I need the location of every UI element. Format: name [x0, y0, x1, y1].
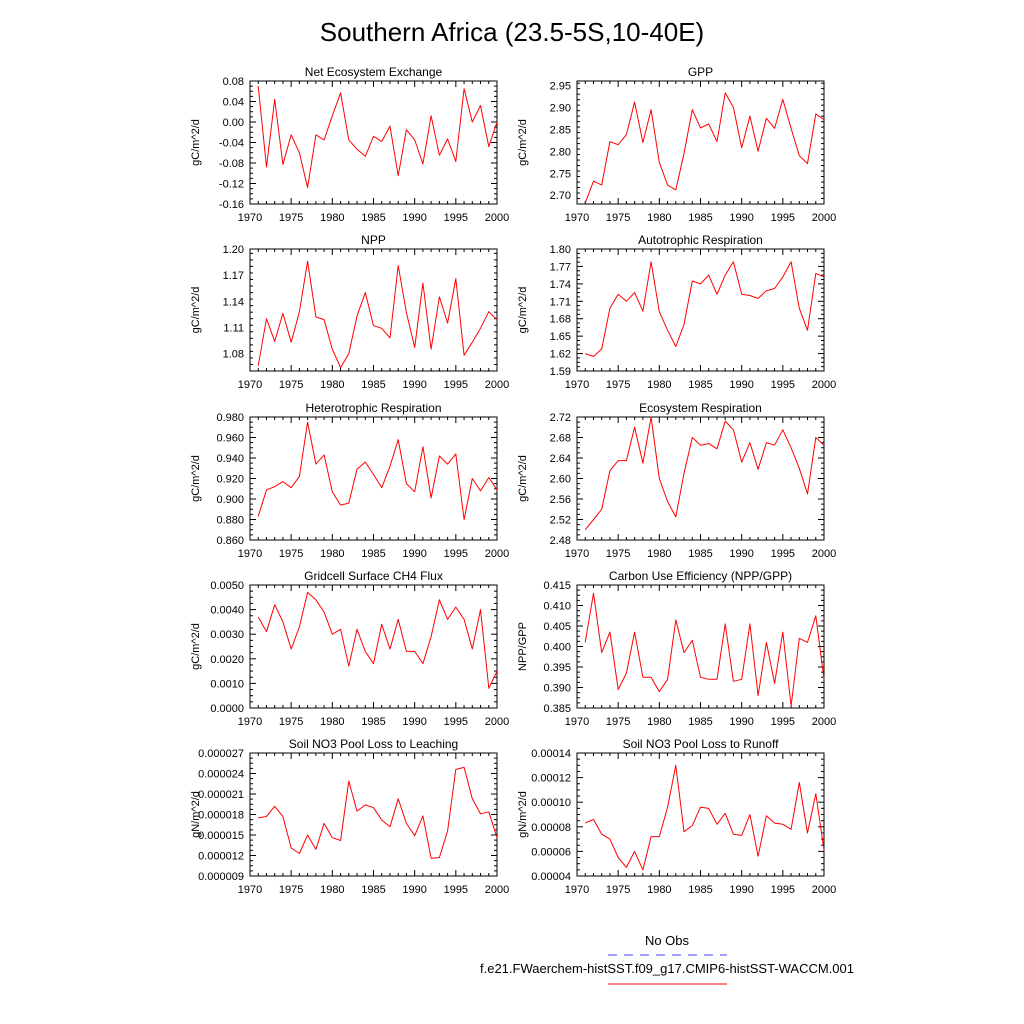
y-tick-label: 0.390 — [543, 682, 571, 695]
x-tick-label: 2000 — [484, 212, 510, 224]
panel-title: Heterotrophic Respiration — [305, 401, 442, 415]
y-tick-label: 0.00004 — [531, 871, 571, 883]
y-tick-label: 0.980 — [216, 412, 244, 424]
x-tick-label: 1995 — [443, 212, 469, 224]
x-tick-label: 1985 — [688, 212, 713, 224]
x-tick-label: 1970 — [564, 212, 590, 224]
panel-5 — [517, 401, 836, 560]
x-tick-label: 1985 — [361, 212, 386, 224]
x-tick-label: 1970 — [564, 379, 590, 391]
y-tick-label: 0.00014 — [531, 748, 571, 760]
y-tick-label: 0.0030 — [210, 629, 244, 642]
panel-2 — [190, 233, 509, 391]
panel-4 — [190, 401, 509, 560]
y-axis-label: gC/m^2/d — [190, 119, 202, 166]
x-tick-label: 1995 — [770, 716, 796, 728]
y-tick-label: 0.08 — [222, 76, 244, 88]
plot-frame — [577, 417, 824, 540]
panel-title: Carbon Use Efficiency (NPP/GPP) — [608, 569, 793, 583]
y-tick-label: 0.00012 — [531, 772, 571, 785]
y-tick-label: 2.60 — [549, 473, 571, 486]
y-axis-label: gC/m^2/d — [190, 455, 202, 502]
x-tick-label: 1995 — [770, 212, 796, 224]
y-tick-label: 0.900 — [216, 494, 244, 506]
y-tick-label: 0.000021 — [198, 789, 244, 801]
x-tick-label: 1980 — [320, 884, 345, 896]
y-tick-label: 1.68 — [549, 313, 571, 326]
plot-frame — [577, 81, 824, 204]
y-tick-label: 0.000012 — [198, 850, 244, 863]
y-tick-label: 1.74 — [549, 278, 571, 291]
x-tick-label: 1975 — [278, 212, 304, 224]
series-line — [585, 417, 824, 530]
x-tick-label: 2000 — [484, 716, 510, 728]
y-tick-label: 0.0020 — [210, 653, 244, 666]
panel-title: GPP — [687, 65, 714, 79]
x-tick-label: 1975 — [605, 884, 631, 896]
y-tick-label: 0.410 — [543, 600, 571, 613]
y-axis-label: gC/m^2/d — [517, 455, 529, 502]
y-axis-label: gN/m^2/d — [517, 791, 529, 838]
panel-title: Autotrophic Respiration — [638, 233, 763, 247]
y-tick-label: 0.860 — [216, 535, 244, 547]
y-tick-label: 1.65 — [549, 331, 571, 344]
y-tick-label: 2.64 — [549, 453, 571, 465]
y-tick-label: 2.52 — [549, 514, 571, 527]
x-tick-label: 2000 — [484, 379, 510, 391]
y-tick-label: 1.77 — [549, 261, 571, 274]
series-line — [585, 262, 824, 357]
x-tick-label: 1995 — [770, 379, 796, 391]
x-tick-label: 1975 — [278, 884, 304, 896]
x-tick-label: 1980 — [647, 884, 672, 896]
x-tick-label: 2000 — [811, 716, 837, 728]
panel-title: Soil NO3 Pool Loss to Runoff — [622, 737, 779, 751]
x-tick-label: 1975 — [278, 548, 304, 560]
y-tick-label: -0.04 — [218, 137, 244, 150]
x-tick-label: 1985 — [688, 716, 713, 728]
plot-frame — [577, 753, 824, 876]
x-tick-label: 1995 — [443, 884, 469, 896]
y-axis-label: gC/m^2/d — [517, 286, 529, 334]
x-tick-label: 1975 — [605, 548, 631, 560]
x-tick-label: 2000 — [811, 379, 837, 391]
panel-9 — [517, 737, 836, 896]
y-axis-label: gC/m^2/d — [190, 623, 202, 670]
y-axis-label: gC/m^2/d — [190, 286, 202, 334]
y-tick-label: 1.71 — [549, 296, 571, 309]
figure-title: Southern Africa (23.5-5S,10-40E) — [319, 17, 705, 47]
y-tick-label: 1.11 — [223, 322, 244, 335]
x-tick-label: 1995 — [443, 548, 469, 560]
x-tick-label: 1990 — [729, 379, 754, 391]
panel-3 — [517, 233, 836, 391]
plot-frame — [577, 249, 824, 371]
x-tick-label: 1970 — [564, 548, 590, 560]
panel-7 — [517, 569, 836, 728]
x-tick-label: 1985 — [361, 548, 386, 560]
x-tick-label: 1990 — [402, 379, 427, 391]
y-tick-label: 2.70 — [549, 190, 571, 203]
legend — [480, 933, 854, 984]
x-tick-label: 1970 — [237, 379, 263, 391]
legend-label-obs: No Obs — [644, 933, 690, 948]
y-tick-label: 0.400 — [543, 641, 571, 654]
x-tick-label: 1970 — [564, 884, 590, 896]
x-tick-label: 1970 — [237, 884, 263, 896]
x-tick-label: 2000 — [484, 548, 510, 560]
y-tick-label: 0.0050 — [210, 580, 244, 592]
x-tick-label: 1980 — [647, 716, 672, 728]
y-tick-label: 0.405 — [543, 621, 571, 633]
x-tick-label: 1995 — [770, 548, 796, 560]
y-axis-label: gC/m^2/d — [517, 119, 529, 166]
panel-8 — [190, 737, 509, 896]
y-tick-label: 0.04 — [222, 96, 244, 109]
y-tick-label: 0.415 — [543, 580, 571, 592]
x-tick-label: 1985 — [361, 379, 386, 391]
x-tick-label: 1985 — [361, 716, 386, 728]
x-tick-label: 2000 — [484, 884, 510, 896]
x-tick-label: 1990 — [402, 716, 427, 728]
x-tick-label: 1990 — [729, 716, 754, 728]
y-tick-label: 2.85 — [549, 124, 571, 137]
x-tick-label: 1970 — [564, 716, 590, 728]
x-tick-label: 1995 — [770, 884, 796, 896]
panel-title: Gridcell Surface CH4 Flux — [304, 569, 443, 583]
x-tick-label: 1970 — [237, 212, 263, 224]
x-tick-label: 1975 — [278, 716, 304, 728]
x-tick-label: 1990 — [729, 212, 754, 224]
series-line — [585, 93, 824, 203]
y-axis-label: gN/m^2/d — [190, 791, 202, 838]
y-tick-label: 0.00008 — [531, 821, 571, 834]
x-tick-label: 1975 — [605, 212, 631, 224]
x-tick-label: 1980 — [320, 716, 345, 728]
plot-frame — [250, 81, 497, 204]
y-tick-label: 0.940 — [216, 453, 244, 465]
y-tick-label: 0.960 — [216, 432, 244, 445]
x-tick-label: 2000 — [811, 548, 837, 560]
y-tick-label: 1.08 — [222, 348, 244, 361]
panel-0 — [190, 65, 509, 224]
plot-frame — [250, 585, 497, 708]
x-tick-label: 1980 — [647, 212, 672, 224]
series-line — [258, 422, 497, 519]
x-tick-label: 1980 — [647, 379, 672, 391]
y-tick-label: 0.00010 — [531, 797, 571, 810]
series-line — [258, 767, 497, 858]
y-tick-label: 0.0040 — [210, 604, 244, 617]
panel-1 — [517, 65, 836, 224]
x-tick-label: 1970 — [237, 548, 263, 560]
y-tick-label: 2.72 — [549, 412, 571, 424]
plot-frame — [250, 753, 497, 876]
series-line — [585, 593, 824, 706]
y-axis-label: NPP/GPP — [517, 622, 529, 671]
y-tick-label: 2.95 — [549, 80, 571, 93]
y-tick-label: 1.17 — [222, 270, 244, 283]
x-tick-label: 1990 — [402, 212, 427, 224]
x-tick-label: 2000 — [811, 212, 837, 224]
y-tick-label: 0.395 — [543, 662, 571, 674]
panel-title: Ecosystem Respiration — [639, 401, 762, 415]
y-tick-label: -0.16 — [218, 199, 244, 211]
y-tick-label: 2.75 — [549, 168, 571, 181]
legend-label-model: f.e21.FWaerchem-histSST.f09_g17.CMIP6-histSST-WACCM.001 — [480, 961, 854, 976]
x-tick-label: 1975 — [605, 379, 631, 391]
x-tick-label: 1990 — [729, 884, 754, 896]
y-tick-label: 0.000024 — [198, 768, 244, 781]
x-tick-label: 1970 — [237, 716, 263, 728]
panel-6 — [190, 569, 509, 728]
x-tick-label: 2000 — [811, 884, 837, 896]
y-tick-label: 0.000018 — [198, 809, 244, 822]
y-tick-label: 1.59 — [549, 366, 571, 378]
y-tick-label: 0.00 — [222, 117, 244, 129]
y-tick-label: 0.920 — [216, 473, 244, 486]
y-tick-label: 0.0010 — [210, 678, 244, 691]
x-tick-label: 1990 — [402, 884, 427, 896]
x-tick-label: 1975 — [278, 379, 304, 391]
series-line — [258, 86, 497, 188]
panel-title: Soil NO3 Pool Loss to Leaching — [288, 737, 459, 751]
y-tick-label: 0.000015 — [198, 830, 244, 842]
y-tick-label: 2.48 — [549, 535, 571, 547]
y-tick-label: 0.000027 — [198, 748, 244, 760]
y-tick-label: 2.90 — [549, 102, 571, 115]
y-tick-label: 0.00006 — [531, 846, 571, 859]
plot-frame — [250, 249, 497, 371]
plot-frame — [250, 417, 497, 540]
y-tick-label: 2.68 — [549, 432, 571, 445]
y-tick-label: 0.880 — [216, 514, 244, 527]
y-tick-label: 2.56 — [549, 494, 571, 506]
x-tick-label: 1985 — [688, 379, 713, 391]
panel-title: NPP — [361, 233, 386, 247]
x-tick-label: 1975 — [605, 716, 631, 728]
panels-container — [190, 65, 836, 896]
y-tick-label: 0.000009 — [198, 871, 244, 883]
series-line — [258, 261, 497, 367]
panel-title: Net Ecosystem Exchange — [304, 65, 443, 79]
y-tick-label: -0.08 — [218, 158, 244, 170]
x-tick-label: 1980 — [320, 212, 345, 224]
y-tick-label: 1.14 — [222, 296, 244, 309]
y-tick-label: -0.12 — [218, 178, 244, 191]
y-tick-label: 2.80 — [549, 146, 571, 159]
x-tick-label: 1980 — [320, 548, 345, 560]
x-tick-label: 1980 — [320, 379, 345, 391]
x-tick-label: 1980 — [647, 548, 672, 560]
x-tick-label: 1990 — [402, 548, 427, 560]
y-tick-label: 1.20 — [222, 244, 244, 256]
y-tick-label: 0.385 — [543, 703, 571, 715]
x-tick-label: 1985 — [688, 548, 713, 560]
y-tick-label: 1.62 — [549, 348, 571, 361]
series-line — [585, 765, 824, 870]
x-tick-label: 1995 — [443, 379, 469, 391]
series-line — [258, 592, 497, 688]
plot-frame — [577, 585, 824, 708]
y-tick-label: 0.0000 — [210, 703, 244, 715]
x-tick-label: 1995 — [443, 716, 469, 728]
y-tick-label: 1.80 — [549, 244, 571, 256]
x-tick-label: 1985 — [361, 884, 386, 896]
x-tick-label: 1990 — [729, 548, 754, 560]
x-tick-label: 1985 — [688, 884, 713, 896]
